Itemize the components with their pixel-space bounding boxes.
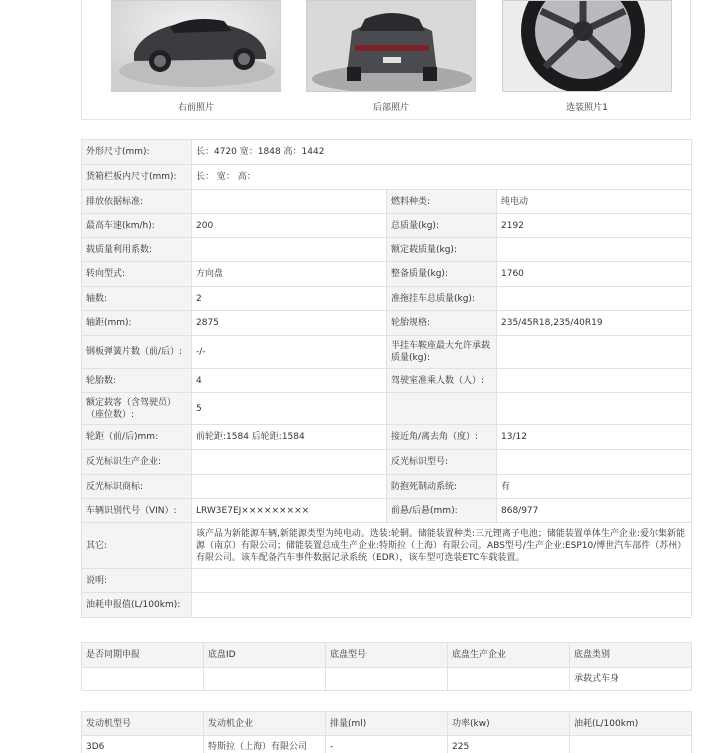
table-header-row [82,643,692,668]
tire-spec-value: 235/45R18,235/40R19 [497,311,692,336]
table-row [82,311,692,336]
empty-label [387,393,497,425]
total-mass-value: 2192 [497,214,692,238]
rear-photo-image[interactable] [306,0,476,92]
table-row [82,393,692,425]
table-header-row [82,712,692,736]
axles-value: 2 [192,287,387,311]
max-speed-label: 最高车速(km/h): [82,214,192,238]
table-cell [326,668,448,691]
seating-label: 额定载客（含驾驶员）（座位数）: [82,393,192,425]
table-row [82,238,692,262]
table-row [82,425,692,450]
note-label: 说明: [82,569,192,593]
saddle-load-value [497,336,692,369]
table-row [82,736,692,753]
front-right-photo-image[interactable] [111,0,281,92]
dimensions-value: 长：4720 宽：1848 高：1442 [192,140,692,165]
overhang-value: 868/977 [497,499,692,523]
table-row [82,336,692,369]
wheelbase-value: 2875 [192,311,387,336]
chassis-table [81,642,692,691]
table-row [82,569,692,593]
table-cell [204,668,326,691]
fuel-consumption-value [192,593,692,618]
empty-value [497,393,692,425]
fuel-type-label: 燃料种类: [387,190,497,214]
cab-capacity-label: 驾驶室准乘人数（人）: [387,369,497,393]
tire-count-value: 4 [192,369,387,393]
column-header: 油耗(L/100km) [570,712,692,736]
overhang-label: 前悬/后悬(mm): [387,499,497,523]
saddle-load-label: 半挂车鞍座最大允许承载质量(kg): [387,336,497,369]
table-cell: 特斯拉（上海）有限公司 [204,736,326,753]
leaf-spring-value: -/- [192,336,387,369]
table-row [82,140,692,165]
table-row [82,593,692,618]
table-cell: 承载式车身 [570,668,692,691]
vin-value: LRW3E7EJ××××××××× [192,499,387,523]
table-cell [82,668,204,691]
table-row [82,523,692,569]
reflector-brand-label: 反光标识商标: [82,475,192,499]
table-row [82,668,692,691]
other-label: 其它: [82,523,192,569]
leaf-spring-label: 钢板弹簧片数（前/后）: [82,336,192,369]
column-header: 底盘类别 [570,643,692,668]
table-row [82,262,692,287]
fuel-consumption-label: 油耗申报值(L/100km): [82,593,192,618]
column-header: 是否同期申报 [82,643,204,668]
load-utilization-value [192,238,387,262]
optional-photo-image[interactable] [502,0,672,92]
dimensions-label: 外形尺寸(mm): [82,140,192,165]
table-row [82,499,692,523]
approach-angle-label: 接近角/离去角（度）: [387,425,497,450]
table-cell: 3D6 [82,736,204,753]
load-utilization-label: 载质量利用系数: [82,238,192,262]
other-value: 该产品为新能源车辆,新能源类型为纯电动。选装:轮辋。储能装置种类:三元锂离子电池；储能装置单体生产企业:爱尔集新能源（南京）有限公司；储能装置总成生产企业:特斯拉（上海）有限公司。ABS型号/生产企业:ESP10/博世汽车部件（苏州）有限公司。该车配备汽车事件数据记录系统（EDR），该车型可选装ETC车载装置。 [192,523,692,569]
column-header: 底盘ID [204,643,326,668]
table-row [82,287,692,311]
photo-optional-1[interactable] [502,0,672,113]
note-value [192,569,692,593]
abs-label: 防抱死制动系统: [387,475,497,499]
trailer-mass-value [497,287,692,311]
max-speed-value: 200 [192,214,387,238]
rated-load-value [497,238,692,262]
table-cell: - [326,736,448,753]
emission-label: 排放依据标准: [82,190,192,214]
seating-value: 5 [192,393,387,425]
reflector-maker-value [192,450,387,475]
rated-load-label: 额定载质量(kg): [387,238,497,262]
photo-caption: 后部照片 [372,103,409,113]
column-header: 发动机型号 [82,712,204,736]
emission-value [192,190,387,214]
track-width-label: 轮距（前/后)mm: [82,425,192,450]
column-header: 功率(kw) [448,712,570,736]
approach-angle-value: 13/12 [497,425,692,450]
column-header: 发动机企业 [204,712,326,736]
table-row [82,450,692,475]
steering-value: 方向盘 [192,262,387,287]
table-row [82,190,692,214]
engine-table [81,711,692,753]
tire-spec-label: 轮胎规格: [387,311,497,336]
table-cell [448,668,570,691]
photo-caption: 选装照片1 [566,103,608,113]
steering-label: 转向型式: [82,262,192,287]
table-row [82,369,692,393]
reflector-model-label: 反光标识型号: [387,450,497,475]
table-row [82,165,692,190]
curb-weight-label: 整备质量(kg): [387,262,497,287]
photo-front-right[interactable] [111,0,281,113]
cargo-box-value: 长： 宽： 高： [192,165,692,190]
axles-label: 轴数: [82,287,192,311]
column-header: 底盘生产企业 [448,643,570,668]
reflector-maker-label: 反光标识生产企业: [82,450,192,475]
curb-weight-value: 1760 [497,262,692,287]
track-width-value: 前轮距:1584 后轮距:1584 [192,425,387,450]
total-mass-label: 总质量(kg): [387,214,497,238]
wheelbase-label: 轴距(mm): [82,311,192,336]
photo-strip [81,0,691,120]
vehicle-parameters-table [81,139,692,618]
photo-caption: 右前照片 [177,103,214,113]
abs-value: 有 [497,475,692,499]
table-cell: 225 [448,736,570,753]
column-header: 底盘型号 [326,643,448,668]
table-row [82,475,692,499]
trailer-mass-label: 准拖挂车总质量(kg): [387,287,497,311]
table-cell [570,736,692,753]
photo-rear[interactable] [306,0,476,113]
tire-count-label: 轮胎数: [82,369,192,393]
table-row [82,214,692,238]
column-header: 排量(ml) [326,712,448,736]
cargo-box-label: 货箱栏板内尺寸(mm): [82,165,192,190]
reflector-model-value [497,450,692,475]
cab-capacity-value [497,369,692,393]
fuel-type-value: 纯电动 [497,190,692,214]
reflector-brand-value [192,475,387,499]
vin-label: 车辆识别代号（VIN）: [82,499,192,523]
